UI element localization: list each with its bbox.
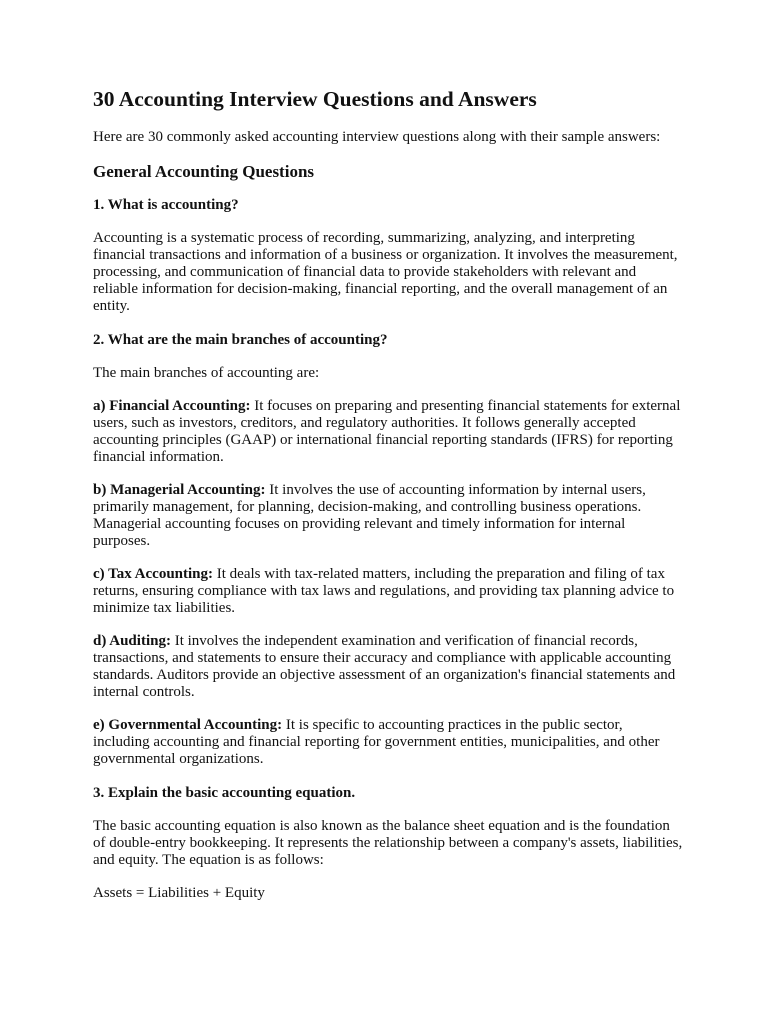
- accounting-equation: Assets = Liabilities + Equity: [93, 885, 265, 901]
- question-1: 1. What is accounting?: [93, 197, 239, 213]
- branch-tax-accounting: [93, 566, 683, 617]
- branch-text: It is specific to accounting practices in the public sector, including accounting and financial reporting for government entities, municipalities, and other governmental organizations.: [93, 717, 660, 767]
- answer-2-lead: The main branches of accounting are:: [93, 365, 320, 381]
- document-title: 30 Accounting Interview Questions and Answers: [93, 87, 537, 111]
- branch-governmental-accounting: [93, 717, 683, 768]
- answer-3: The basic accounting equation is also known as the balance sheet equation and is the foundation of double-entry bookkeeping. It represents the relationship between a company's assets, liabilities, and equity. The equation is as follows:: [93, 818, 683, 868]
- branch-term: d) Auditing:: [93, 633, 171, 649]
- branch-text: It involves the use of accounting information by internal users, primarily management, for planning, decision-making, and controlling business operations. Managerial accounting focuses on providing relevant and timely information for internal purposes.: [93, 482, 646, 549]
- branch-text: It deals with tax-related matters, including the preparation and filing of tax returns, ensuring compliance with tax laws and regulations, and providing tax planning advice to minimize tax liabilities.: [93, 566, 675, 616]
- branch-financial-accounting: [93, 398, 683, 466]
- document-page: [93, 86, 683, 918]
- intro-paragraph: Here are 30 commonly asked accounting interview questions along with their sample answers:: [93, 129, 661, 145]
- branch-term: e) Governmental Accounting:: [93, 717, 283, 733]
- branch-auditing: [93, 633, 683, 701]
- branch-term: a) Financial Accounting:: [93, 398, 251, 414]
- branch-managerial-accounting: [93, 482, 683, 550]
- branch-term: b) Managerial Accounting:: [93, 482, 266, 498]
- question-2: 2. What are the main branches of accounting?: [93, 332, 388, 348]
- section-heading: General Accounting Questions: [93, 162, 315, 181]
- question-3: 3. Explain the basic accounting equation.: [93, 785, 356, 801]
- branch-text: It involves the independent examination and verification of financial records, transactions, and statements to ensure their accuracy and compliance with applicable accounting standards. Auditors provide an objective assessment of an organization's financial statements and internal controls.: [93, 633, 676, 700]
- branch-text: It focuses on preparing and presenting financial statements for external users, such as investors, creditors, and regulatory authorities. It follows generally accepted accounting principles (GAAP) or international financial reporting standards (IFRS) for reporting financial information.: [93, 398, 681, 465]
- branch-term: c) Tax Accounting:: [93, 566, 214, 582]
- answer-1: Accounting is a systematic process of recording, summarizing, analyzing, and interpreting financial transactions and information of a business or organization. It involves the measurement, processing, and communication of financial data to provide stakeholders with relevant and reliable information for decision-making, financial reporting, and the overall management of an entity.: [93, 230, 678, 314]
